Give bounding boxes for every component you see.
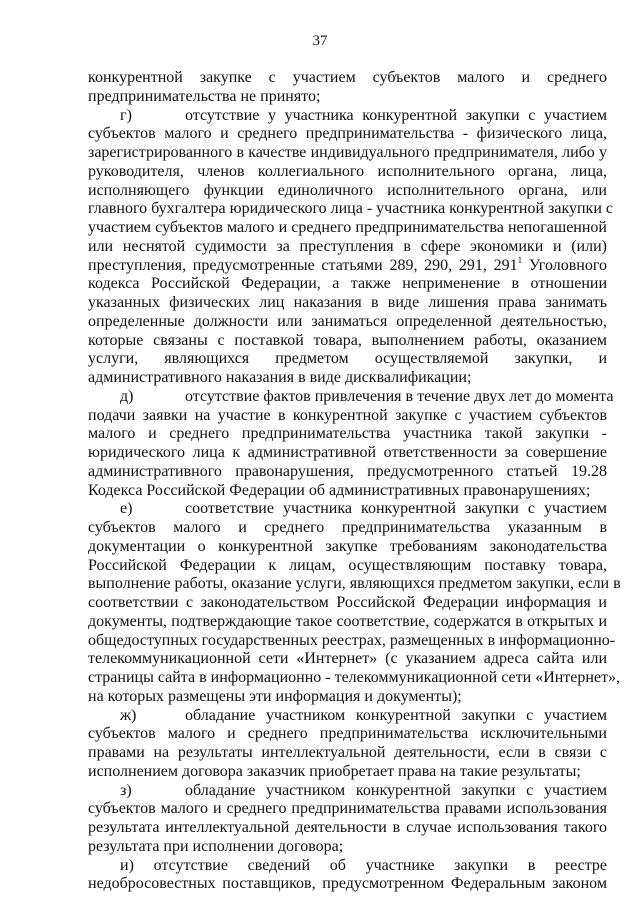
text-line: на которых размещены эти информация и документы); <box>88 687 462 705</box>
item-label: д) <box>120 387 134 405</box>
text-line: недобросовестных поставщиков, предусмотренном Федеральным законом <box>88 875 607 893</box>
text-line: субъектов малого и среднего предпринимательства - физического лица, <box>88 125 607 143</box>
text-line: отсутствие у участника конкурентной закупки с участием <box>185 106 607 124</box>
paragraph-first-line <box>88 107 607 126</box>
text-line: административного правонарушения, предусмотренного статьей 19.28 <box>88 462 607 480</box>
text-line: исполняющего функции единоличного исполнительного органа, или <box>88 181 607 199</box>
text-line: которые связаны с поставкой товара, выполнением работы, оказанием <box>88 331 607 349</box>
text-line: или неснятой судимости за преступления в сфере экономики и (или) <box>88 237 607 255</box>
text-line-with-superscript <box>88 254 608 276</box>
text-fragment: Уголовного <box>522 256 608 274</box>
text-line: участием субъектов малого и среднего предпринимательства непогашенной <box>88 219 607 236</box>
text-line: конкурентной закупке с участием субъектов малого и среднего <box>88 69 607 86</box>
text-line: исполнением договора заказчик приобретает права на такие результаты; <box>88 762 581 780</box>
paragraph-zh <box>88 707 607 782</box>
text-line: субъектов малого и среднего предпринимательства правами использования <box>88 800 607 818</box>
paragraph-continuation <box>88 69 607 107</box>
paragraph-e <box>88 500 621 706</box>
paragraph-i <box>88 857 607 895</box>
text-line: Российской Федерации к лицам, осуществляющим поставку товара, <box>88 556 607 574</box>
text-line: общедоступных государственных реестрах, размещенных в информационно- <box>88 631 616 649</box>
paragraph-g <box>88 106 613 388</box>
text-line: субъектов малого и среднего предпринимательства указанным в <box>88 519 607 536</box>
paragraph-first-line <box>88 707 607 726</box>
text-line: соответствии с законодательством Российской Федерации информация и <box>88 594 607 611</box>
text-line: определенные должности или заниматься определенной деятельностью, <box>88 312 607 330</box>
text-line: выполнение работы, оказание услуги, являющихся предметом закупки, если в <box>88 575 621 593</box>
text-line: обладание участником конкурентной закупки с участием <box>185 706 607 724</box>
text-line: документации о конкурентной закупке требованиям законодательства <box>88 537 607 555</box>
text-line: административного наказания в виде дисквалификации; <box>88 369 472 386</box>
text-line: отсутствие фактов привлечения в течение двух лет до момента <box>185 387 614 405</box>
text-line: правами на результаты интеллектуальной деятельности, если в связи с <box>88 744 607 761</box>
text-line: зарегистрированного в качестве индивидуального предпринимателя, либо у <box>88 144 607 161</box>
text-line: главного бухгалтера юридического лица - участника конкурентной закупки с <box>88 200 613 218</box>
text-line: документы, подтверждающие такое соответствие, содержатся в открытых и <box>88 612 607 630</box>
paragraph-first-line <box>88 500 607 519</box>
text-line: малого и среднего предпринимательства участника такой закупки - <box>88 425 607 443</box>
text-line: телекоммуникационной сети «Интернет» (с указанием адреса сайта или <box>88 650 607 668</box>
text-fragment: преступления, предусмотренные статьями 289, 290, 291, 291 <box>88 256 518 274</box>
paragraph-z <box>88 782 607 857</box>
item-label: г) <box>120 106 132 124</box>
text-line: результата интеллектуальной деятельности в случае использования такого <box>88 819 607 836</box>
text-line: предпринимательства не принято; <box>88 87 321 105</box>
document-body <box>88 69 621 894</box>
text-line: услуги, являющихся предметом осуществляемой закупки, и <box>88 350 607 368</box>
item-label: з) <box>120 781 132 799</box>
paragraph-d <box>88 387 614 501</box>
item-label: е) <box>120 500 133 518</box>
text-line: соответствие участника конкурентной закупки с участием <box>185 500 607 518</box>
text-line: указанных физических лиц наказания в виде лишения права занимать <box>88 294 607 311</box>
footnote-superscript: 1 <box>517 254 523 265</box>
text-line: кодекса Российской Федерации, а также неприменение в отношении <box>88 275 607 293</box>
text-line: юридического лица к административной ответственности за совершение <box>88 444 607 461</box>
text-line: Кодекса Российской Федерации об административных правонарушениях; <box>88 481 591 499</box>
paragraph-first-line <box>88 782 607 801</box>
text-line: страницы сайта в информационно - телекоммуникационной сети «Интернет», <box>88 669 621 686</box>
text-line: подачи заявки на участие в конкурентной закупке с участием субъектов <box>88 406 607 424</box>
page-number: 37 <box>312 33 328 49</box>
paragraph-first-line: и) отсутствие сведений об участнике закупки в реестре <box>120 856 607 874</box>
text-line: результата при исполнении договора; <box>88 837 344 855</box>
text-line: субъектов малого и среднего предпринимательства исключительными <box>88 725 607 743</box>
paragraph-first-line <box>88 387 614 407</box>
item-label: ж) <box>120 706 137 724</box>
text-line: руководителя, членов коллегиального исполнительного органа, лица, <box>88 162 607 180</box>
text-line: обладание участником конкурентной закупки с участием <box>185 781 607 799</box>
